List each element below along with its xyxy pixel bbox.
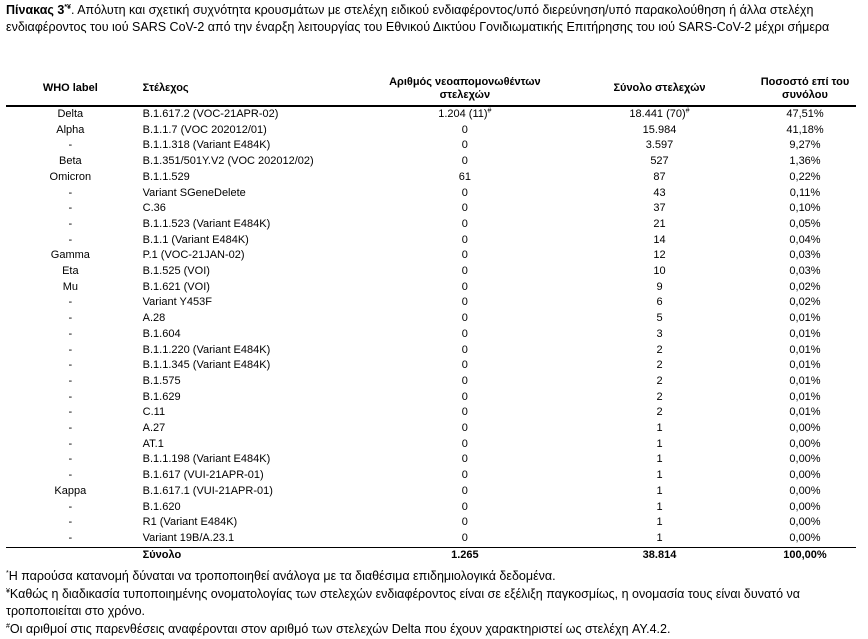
- cell-total: 2: [656, 359, 663, 372]
- cell-isolated: 61: [458, 170, 471, 183]
- cell-isolated: 0: [461, 359, 468, 372]
- cell-isolated: 0: [461, 374, 468, 387]
- cell-total: 1: [656, 516, 663, 529]
- cell-who-label: Beta: [59, 155, 82, 168]
- table-row: [6, 233, 856, 249]
- caption-text: . Απόλυτη και σχετική συχνότητα κρουσμάτων με στελέχη ειδικού ενδιαφέροντος/υπό διερεύνηση/υπό παρακολούθηση ή άλλα στελέχη ενδιαφέροντος του ιού SARS CoV-2 από την έναρξη λειτουργίας του Εθνικού Δικτύου Γονιδιωματικής Επιτήρησης του ιού SARS-CoV-2 μέχρι σήμερα: [6, 3, 830, 34]
- cell-total: 21: [653, 217, 666, 230]
- cell-who-label: -: [68, 359, 73, 372]
- cell-who-label: Omicron: [49, 170, 92, 183]
- cell-percent: 0,01%: [789, 327, 821, 340]
- cell-percent: 0,00%: [789, 484, 821, 497]
- cell-strain: B.1.351/501Y.V2 (VOC 202012/02): [142, 155, 314, 168]
- cell-strain: Variant SGeneDelete: [142, 186, 246, 199]
- cell-total: 5: [656, 312, 663, 325]
- cell-who-label: -: [68, 374, 73, 387]
- cell-strain: P.1 (VOC-21JAN-02): [142, 249, 245, 262]
- cell-isolated: 0: [461, 453, 468, 466]
- cell-percent: 0,10%: [789, 202, 821, 215]
- cell-strain: B.1.525 (VOI): [142, 265, 210, 278]
- cell-strain: B.1.575: [142, 374, 181, 387]
- cell-who-label: -: [68, 217, 73, 230]
- footnote: [6, 621, 864, 639]
- footnote-text: Η παρούσα κατανομή δύναται να τροποποιηθεί ανάλογα με τα διαθέσιμα επιδημιολογικά δεδομένα.: [8, 569, 556, 583]
- cell-isolated: 0: [461, 406, 468, 419]
- table-row: [6, 264, 856, 280]
- cell-who-label: -: [68, 531, 73, 544]
- table-row: [6, 358, 856, 374]
- cell-who-label: -: [68, 469, 73, 482]
- table-row: [6, 280, 856, 296]
- cell-total: 3.597: [645, 139, 674, 152]
- cell-percent: 0,03%: [789, 265, 821, 278]
- cell-total: 14: [653, 233, 666, 246]
- total-isolated: 1.265: [365, 547, 565, 563]
- cell-isolated: 0: [461, 390, 468, 403]
- cell-who-label: -: [68, 453, 73, 466]
- cell-who-label: -: [68, 139, 73, 152]
- cell-who-label: Alpha: [56, 123, 85, 136]
- cell-strain: B.1.1 (Variant E484K): [142, 233, 249, 246]
- cell-strain: B.1.621 (VOI): [142, 280, 210, 293]
- cell-percent: 9,27%: [789, 139, 821, 152]
- cell-total: 15.984: [642, 123, 677, 136]
- cell-percent: 0,02%: [789, 296, 821, 309]
- cell-isolated: 0: [461, 531, 468, 544]
- cell-strain: B.1.1.318 (Variant E484K): [142, 139, 271, 152]
- table-row: [6, 390, 856, 406]
- table-row: [6, 484, 856, 500]
- cell-who-label: Mu: [62, 280, 78, 293]
- cell-percent: 0,01%: [789, 359, 821, 372]
- table-header-row: [6, 72, 856, 106]
- cell-total: 1: [656, 500, 663, 513]
- table-row: [6, 217, 856, 233]
- cell-strain: B.1.604: [142, 327, 181, 340]
- table-row: [6, 248, 856, 264]
- cell-isolated: 0: [461, 516, 468, 529]
- cell-percent: 0,02%: [789, 280, 821, 293]
- header-percent: Ποσοστό επί του συνόλου: [754, 72, 856, 106]
- cell-isolated: 0: [461, 233, 468, 246]
- table-row: [6, 170, 856, 186]
- table-caption: [6, 2, 864, 36]
- cell-percent: 0,03%: [789, 249, 821, 262]
- cell-total: 12: [653, 249, 666, 262]
- cell-percent: 0,00%: [789, 422, 821, 435]
- cell-total: 3: [656, 327, 663, 340]
- cell-isolated: 0: [461, 469, 468, 482]
- cell-percent: 0,01%: [789, 312, 821, 325]
- table-row: [6, 186, 856, 202]
- cell-strain: B.1.617.1 (VUI-21APR-01): [142, 484, 273, 497]
- table-row: [6, 515, 856, 531]
- cell-percent: 0,00%: [789, 516, 821, 529]
- table-row: [6, 374, 856, 390]
- cell-isolated: 0: [461, 217, 468, 230]
- total-who-label: [6, 547, 135, 563]
- footnote-mark: ¥: [6, 587, 10, 595]
- cell-who-label: -: [68, 186, 73, 199]
- footnote-mark: #: [685, 107, 690, 115]
- footnote-text: Καθώς η διαδικασία τυποποιημένης ονοματολογίας των στελεχών ενδιαφέροντος είναι σε εξέλιξη παγκοσμίως, η ονομασία τους είναι δυνατό να τροποποιείται στο χρόνο.: [6, 586, 801, 618]
- header-strain: Στέλεχος: [135, 72, 365, 106]
- table-row: [6, 343, 856, 359]
- total-strains: 38.814: [565, 547, 754, 563]
- table-row: [6, 437, 856, 453]
- cell-who-label: -: [68, 516, 73, 529]
- cell-who-label: Eta: [62, 265, 79, 278]
- cell-who-label: -: [68, 422, 73, 435]
- cell-strain: B.1.620: [142, 500, 181, 513]
- cell-who-label: -: [68, 437, 73, 450]
- cell-isolated: 1.204 (11)#: [438, 107, 492, 120]
- total-percent: 100,00%: [754, 547, 856, 563]
- cell-isolated: 0: [461, 155, 468, 168]
- cell-total: 6: [656, 296, 663, 309]
- cell-strain: B.1.1.523 (Variant E484K): [142, 217, 271, 230]
- total-label: Σύνολο: [135, 547, 365, 563]
- cell-isolated: 0: [461, 437, 468, 450]
- cell-isolated: 0: [461, 296, 468, 309]
- cell-percent: 1,36%: [789, 155, 821, 168]
- table-row: [6, 468, 856, 484]
- cell-percent: 0,01%: [789, 374, 821, 387]
- cell-who-label: Delta: [57, 108, 84, 120]
- table-row: [6, 327, 856, 343]
- cell-strain: B.1.617.2 (VOC-21APR-02): [142, 108, 279, 120]
- cell-percent: 0,11%: [789, 186, 821, 199]
- table-row: [6, 531, 856, 547]
- cell-who-label: -: [68, 233, 73, 246]
- cell-strain: C.11: [142, 406, 166, 419]
- cell-percent: 0,00%: [789, 437, 821, 450]
- cell-total: 1: [656, 469, 663, 482]
- table-row: [6, 311, 856, 327]
- table-row: [6, 106, 856, 123]
- cell-isolated: 0: [461, 422, 468, 435]
- cell-strain: C.36: [142, 202, 166, 215]
- cell-isolated: 0: [461, 484, 468, 497]
- cell-strain: B.1.1.198 (Variant E484K): [142, 453, 271, 466]
- cell-who-label: -: [68, 327, 73, 340]
- cell-percent: 0,00%: [789, 500, 821, 513]
- cell-percent: 0,04%: [789, 233, 821, 246]
- cell-strain: B.1.1.7 (VOC 202012/01): [142, 123, 267, 136]
- cell-isolated: 0: [461, 327, 468, 340]
- cell-isolated: 0: [461, 139, 468, 152]
- cell-percent: 0,01%: [789, 406, 821, 419]
- cell-strain: R1 (Variant E484K): [142, 516, 238, 529]
- cell-percent: 0,05%: [789, 217, 821, 230]
- cell-isolated: 0: [461, 202, 468, 215]
- footnote-text: Οι αριθμοί στις παρενθέσεις αναφέρονται στον αριθμό των στελεχών Delta που έχουν χαρακτηριστεί ως στελέχη AY.4.2.: [9, 621, 671, 636]
- cell-strain: A.28: [142, 312, 166, 325]
- table-row: [6, 123, 856, 139]
- cell-total: 2: [656, 374, 663, 387]
- cell-who-label: -: [68, 406, 73, 419]
- cell-isolated: 0: [461, 123, 468, 136]
- cell-isolated: 0: [461, 265, 468, 278]
- cell-total: 2: [656, 343, 663, 356]
- variants-table: [6, 72, 856, 563]
- cell-strain: Variant Y453F: [142, 296, 212, 309]
- cell-who-label: -: [68, 296, 73, 309]
- cell-total: 43: [653, 186, 666, 199]
- cell-who-label: -: [68, 500, 73, 513]
- cell-isolated: 0: [461, 343, 468, 356]
- cell-isolated: 0: [461, 186, 468, 199]
- cell-who-label: Gamma: [50, 249, 90, 262]
- cell-total: 1: [656, 531, 663, 544]
- cell-strain: B.1.1.345 (Variant E484K): [142, 359, 271, 372]
- cell-strain: AT.1: [142, 437, 164, 450]
- cell-who-label: -: [68, 343, 73, 356]
- cell-percent: 0,22%: [789, 170, 821, 183]
- cell-total: 87: [653, 170, 666, 183]
- cell-isolated: 0: [461, 312, 468, 325]
- cell-total: 2: [656, 406, 663, 419]
- table-row: [6, 452, 856, 468]
- cell-isolated: 0: [461, 500, 468, 513]
- cell-who-label: Kappa: [54, 484, 87, 497]
- table-row: [6, 201, 856, 217]
- cell-strain: Variant 19B/A.23.1: [142, 531, 235, 544]
- table-body: [6, 106, 856, 563]
- table-row: [6, 500, 856, 516]
- cell-isolated: 0: [461, 280, 468, 293]
- cell-total: 9: [656, 280, 663, 293]
- header-total: Σύνολο στελεχών: [565, 72, 754, 106]
- cell-strain: B.1.1.220 (Variant E484K): [142, 343, 271, 356]
- cell-total: 527: [650, 155, 669, 168]
- cell-who-label: -: [68, 202, 73, 215]
- header-who-label: WHO label: [6, 72, 135, 106]
- cell-percent: 47,51%: [786, 108, 824, 120]
- cell-who-label: -: [68, 312, 73, 325]
- table-row: [6, 295, 856, 311]
- cell-percent: 0,01%: [789, 343, 821, 356]
- caption-label: Πίνακας 3*¥: [6, 3, 71, 17]
- table-row: [6, 154, 856, 170]
- cell-strain: B.1.1.529: [142, 170, 190, 183]
- footnote-mark: #: [6, 622, 10, 630]
- cell-percent: 0,00%: [789, 531, 821, 544]
- footnotes: [6, 568, 864, 638]
- footnote-mark: *: [6, 569, 9, 577]
- footnote: [6, 586, 864, 621]
- cell-isolated: 0: [461, 249, 468, 262]
- cell-total: 1: [656, 437, 663, 450]
- cell-percent: 0,00%: [789, 453, 821, 466]
- table-row: [6, 405, 856, 421]
- cell-percent: 0,01%: [789, 390, 821, 403]
- table-total-row: [6, 547, 856, 563]
- cell-strain: A.27: [142, 422, 166, 435]
- cell-percent: 41,18%: [786, 123, 824, 136]
- cell-total: 1: [656, 484, 663, 497]
- footnote-mark: #: [487, 107, 492, 115]
- cell-total: 1: [656, 453, 663, 466]
- header-isolated: Αριθμός νεοαπομονωθέντων στελεχών: [365, 72, 565, 106]
- cell-total: 18.441 (70)#: [629, 107, 690, 120]
- cell-who-label: -: [68, 390, 73, 403]
- table-row: [6, 138, 856, 154]
- footnote: [6, 568, 864, 586]
- cell-total: 2: [656, 390, 663, 403]
- cell-strain: B.1.629: [142, 390, 181, 403]
- cell-percent: 0,00%: [789, 469, 821, 482]
- cell-strain: B.1.617 (VUI-21APR-01): [142, 469, 264, 482]
- cell-total: 37: [653, 202, 666, 215]
- cell-total: 1: [656, 422, 663, 435]
- table-row: [6, 421, 856, 437]
- cell-total: 10: [653, 265, 666, 278]
